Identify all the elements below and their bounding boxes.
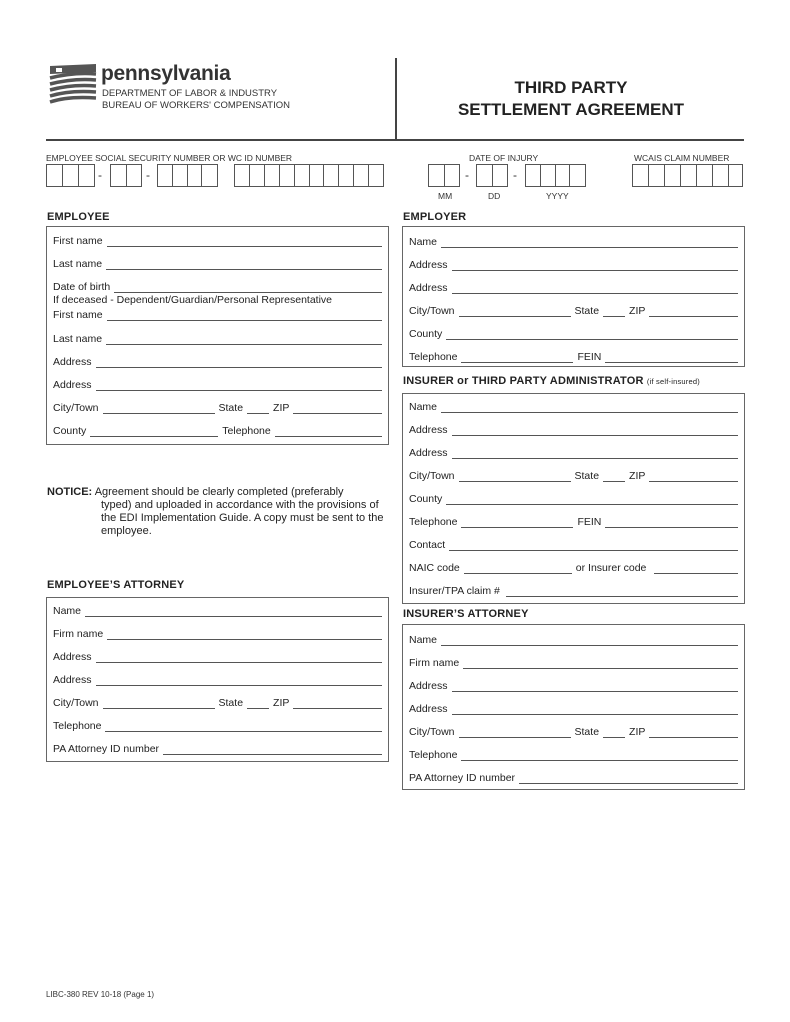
field-label: State [574,470,600,482]
field-label: Telephone [53,720,102,732]
insurer-attorney-firm-field[interactable] [409,656,738,669]
notice-first-line: Agreement should be clearly completed (preferably [94,486,344,498]
injury-month-boxes[interactable] [428,164,460,187]
field-label: State [574,726,600,738]
department-name: DEPARTMENT OF LABOR & INDUSTRY [102,88,278,99]
field-label: Address [409,424,448,436]
employee-first-name-field[interactable] [53,234,382,247]
notice-continuation: typed) and uploaded in accordance with the provisions of the EDI Implementation Guide. A copy must be sent to the employee. [101,499,384,537]
employee-heading: EMPLOYEE [47,211,110,223]
field-label: Address [53,356,92,368]
field-label: Address [53,379,92,391]
employee-address2-field[interactable] [53,378,382,391]
insurer-attorney-telephone-field[interactable] [409,748,738,761]
insurer-heading-text: INSURER or THIRD PARTY ADMINISTRATOR [403,375,644,387]
field-label: Telephone [222,425,271,437]
ssn-dash: - [146,168,150,182]
field-label: Date of birth [53,281,111,293]
employee-attorney-heading: EMPLOYEE’S ATTORNEY [47,579,185,591]
employee-attorney-firm-field[interactable] [53,627,382,640]
insurer-telephone-fein-field[interactable] [409,515,738,528]
employee-attorney-telephone-field[interactable] [53,719,382,732]
field-label: ZIP [629,726,646,738]
ssn-part2-boxes[interactable] [110,164,142,187]
form-title-line2: SETTLEMENT AGREEMENT [457,100,685,119]
field-label: Name [409,401,438,413]
bureau-name: BUREAU OF WORKERS' COMPENSATION [102,100,290,111]
day-hint: DD [488,191,501,201]
field-label: First name [53,309,103,321]
insurer-section [402,393,745,604]
field-label: Address [409,447,448,459]
notice-text [47,486,392,499]
employee-attorney-city-state-zip-field[interactable] [53,696,382,709]
field-label: Address [409,259,448,271]
employee-county-telephone-field[interactable] [53,424,382,437]
field-label: PA Attorney ID number [409,772,516,784]
employer-section [402,226,745,367]
field-label: Firm name [409,657,460,669]
insurer-attorney-pa-id-field[interactable] [409,771,738,784]
field-label: Insurer/TPA claim # [409,585,500,597]
date-of-injury-label: DATE OF INJURY [469,153,539,163]
insurer-attorney-heading: INSURER’S ATTORNEY [403,608,529,620]
injury-day-boxes[interactable] [476,164,508,187]
employer-name-field[interactable] [409,235,738,248]
field-label: Name [53,605,82,617]
wc-id-boxes[interactable] [234,164,384,187]
insurer-county-field[interactable] [409,492,738,505]
ssn-part3-boxes[interactable] [157,164,218,187]
pennsylvania-keystone-logo [48,62,98,112]
field-label: City/Town [409,726,455,738]
field-label: ZIP [273,697,290,709]
field-label: Telephone [409,749,458,761]
employee-city-state-zip-field[interactable] [53,401,382,414]
employer-heading: EMPLOYER [403,211,467,223]
insurer-attorney-name-field[interactable] [409,633,738,646]
insurer-claim-number-field[interactable] [409,584,738,597]
field-label: Address [409,703,448,715]
field-label: FEIN [577,351,602,363]
field-label: Name [409,634,438,646]
employee-address1-field[interactable] [53,355,382,368]
field-label: Address [53,651,92,663]
insurer-attorney-address1-field[interactable] [409,679,738,692]
date-dash: - [513,168,517,182]
insurer-name-field[interactable] [409,400,738,413]
insurer-attorney-city-state-zip-field[interactable] [409,725,738,738]
field-label: Address [409,282,448,294]
employee-attorney-pa-id-field[interactable] [53,742,382,755]
employee-last-name-field[interactable] [53,257,382,270]
month-hint: MM [438,191,453,201]
field-label: ZIP [629,470,646,482]
header-divider [395,58,397,140]
field-label: County [409,328,443,340]
field-label: County [53,425,87,437]
rep-first-name-field[interactable] [53,308,382,321]
field-label: Telephone [409,351,458,363]
year-hint: YYYY [546,191,569,201]
employee-attorney-section [46,597,389,762]
field-label: ZIP [273,402,290,414]
employee-dob-field[interactable] [53,280,382,293]
field-label: State [574,305,600,317]
field-label: Name [409,236,438,248]
field-label: State [218,697,244,709]
header-rule [46,139,744,141]
form-title-line1: THIRD PARTY [514,78,628,97]
employee-attorney-address1-field[interactable] [53,650,382,663]
field-label: Contact [409,539,446,551]
insurer-address2-field[interactable] [409,446,738,459]
notice-label: NOTICE: [47,486,93,498]
injury-year-boxes[interactable] [525,164,586,187]
insurer-attorney-address2-field[interactable] [409,702,738,715]
field-label: City/Town [53,402,99,414]
field-label: County [409,493,443,505]
employee-section [46,226,389,445]
ssn-dash: - [98,168,102,182]
field-label: PA Attorney ID number [53,743,160,755]
field-label: FEIN [577,516,602,528]
employer-address1-field[interactable] [409,258,738,271]
employee-attorney-address2-field[interactable] [53,673,382,686]
insurer-heading [403,375,700,387]
field-label: Address [53,674,92,686]
field-label: Telephone [409,516,458,528]
employer-city-state-zip-field[interactable] [409,304,738,317]
insurer-naic-code-field[interactable] [409,561,738,574]
form-number-footer: LIBC-380 REV 10-18 (Page 1) [46,990,155,999]
logo-wordmark: pennsylvania [101,62,231,85]
field-label: ZIP [629,305,646,317]
field-label: City/Town [409,305,455,317]
wcais-label: WCAIS CLAIM NUMBER [634,153,730,163]
field-label: Last name [53,258,103,270]
employer-county-field[interactable] [409,327,738,340]
field-label: City/Town [53,697,99,709]
insurer-address1-field[interactable] [409,423,738,436]
insurer-attorney-section [402,624,745,790]
field-label: or Insurer code [575,562,647,574]
employer-address2-field[interactable] [409,281,738,294]
field-label: City/Town [409,470,455,482]
wcais-claim-boxes[interactable] [632,164,743,187]
date-dash: - [465,168,469,182]
deceased-note: If deceased - Dependent/Guardian/Personal Representative [53,294,333,306]
field-label: NAIC code [409,562,460,574]
insurer-city-state-zip-field[interactable] [409,469,738,482]
field-label: Address [409,680,448,692]
employee-attorney-name-field[interactable] [53,604,382,617]
ssn-part1-boxes[interactable] [46,164,95,187]
rep-last-name-field[interactable] [53,332,382,345]
employer-telephone-fein-field[interactable] [409,350,738,363]
insurer-heading-note: (if self-insured) [646,377,700,386]
field-label: Firm name [53,628,104,640]
field-label: First name [53,235,103,247]
insurer-contact-field[interactable] [409,538,738,551]
field-label: State [218,402,244,414]
ssn-label: EMPLOYEE SOCIAL SECURITY NUMBER OR WC ID NUMBER [46,153,293,163]
field-label: Last name [53,333,103,345]
